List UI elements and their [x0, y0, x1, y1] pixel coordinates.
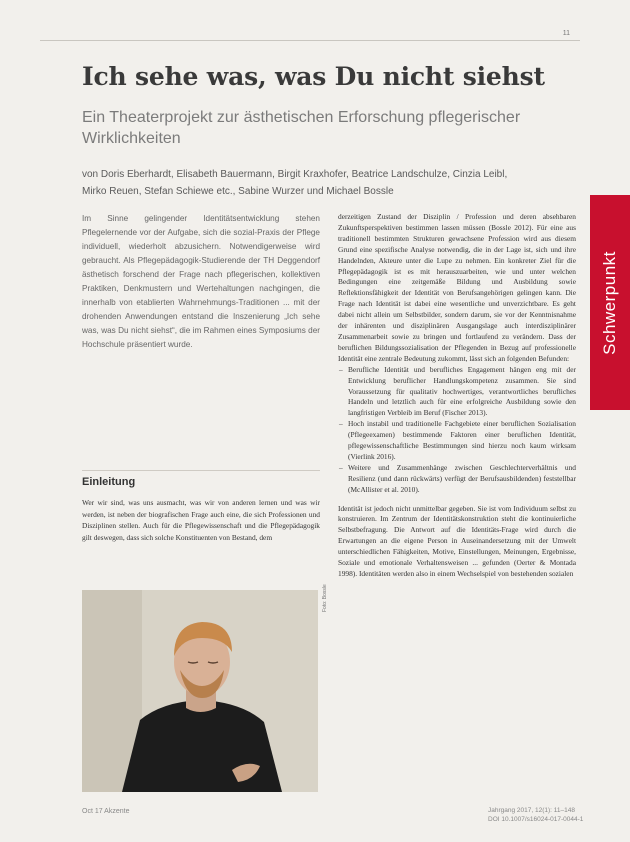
- page-number: 11: [562, 30, 570, 37]
- doi-line: DOI 10.1007/s16024-017-0044-1: [488, 816, 584, 823]
- person-photo-illustration: [82, 590, 318, 792]
- body-paragraph: Identität ist jedoch nicht unmittelbar gegeben. Sie ist vom Individuum selbst zu konstruieren. Im Zentrum der Identitätskonstruktion steht die kontinuierliche Selbstbefragung. Die Antwort auf die Identitäts-Frage wird durch die Erwartungen an die eigene Person in Auseinandersetzung mit der Umwelt unterschiedlichen Fähigkeiten, Motive, Einstellungen, Meinungen, Ergebnisse, Soziale und emotionale Verhaltensweisen ... gefunden (Oerter & Montada 1998). Identitäten werden also in einem Wechselspiel von bestehenden sozialen: [338, 503, 576, 578]
- section-tab: [590, 195, 630, 410]
- citation-line: Jahrgang 2017, 12(1): 11–148: [488, 807, 575, 814]
- findings-list: [338, 365, 576, 496]
- intro-abstract: Im Sinne gelingender Identitätsentwicklung stehen Pflegelernende vor der Aufgabe, sich die sozial-Praxis der Pflege individuell, wiederholt abzusichern. Notwendigerweise wird gebraucht. Als Pflegepädagogik-Studierende der TH Deggendorf ästhetisch forschend der Frage nach pflegerischen, kollektiven Praktiken, Denkmustern und Wertehaltungen nachgingen, die innerhalb von etablierten Wahrnehmungs-Traditionen ... mit der drohenden Anwendungen entstand die Inszenierung „Ich sehe was, was Du nicht siehst“, die im Rahmen eines Symposiums der Hochschule präsentiert wurde.: [82, 214, 320, 349]
- article-photo: [82, 590, 318, 792]
- body-text-right: [338, 212, 576, 580]
- list-item: – Weitere und Zusammenhänge zwischen Geschlechterverhältnis und Resilienz (und dann rückwärts) verfügt der Berufsausbildenden) feststellbar (McAllister et al. 2010).: [348, 463, 576, 496]
- author-list: von Doris Eberhardt, Elisabeth Bauermann, Birgit Kraxhofer, Beatrice Landschulze, Cinzia Leibl, Mirko Reuen, Stefan Schiewe etc., Sabine Wurzer und Michael Bossle: [82, 169, 508, 197]
- article-title: Ich sehe was, was Du nicht siehst: [82, 62, 545, 91]
- citation-footer: [488, 806, 588, 824]
- top-rule: [40, 40, 580, 41]
- section-heading: Einleitung: [82, 476, 136, 488]
- list-item: – Berufliche Identität und berufliches Engagement hängen eng mit der Entwicklung beruflicher Handlungskompetenz zusammen. Sie sind Voraussetzung für qualitativ hochwertiges, verantwortliches berufliches Handeln und letztlich auch für eine erfolgreiche Ausbildung sowie den langfristigen Verbleib im Beruf (Fischer 2013).: [348, 365, 576, 420]
- body-text-left: Wer wir sind, was uns ausmacht, was wir von anderen lernen und was wir werden, ist neben der biografischen Frage auch eine, die sich Professionen und Disziplinen stellen. Auch für die Pflegewissenschaft und die Pflegepädagogik gilt deswegen, dass sich solche Konstituenten von Bestand, dem: [82, 498, 320, 542]
- journal-footer: Oct 17 Akzente: [82, 808, 130, 815]
- article-subtitle: Ein Theaterprojekt zur ästhetischen Erforschung pflegerischer Wirklichkeiten: [82, 109, 521, 147]
- photo-credit: Foto: Bossle: [322, 584, 328, 612]
- list-item: – Hoch instabil und traditionelle Fachgebiete einer beruflichen Sozialisation (Pflegeexamen) bestimmende Faktoren einer beruflichen Identität, pflegewissenschaftliche Bestimmungen sind hierzu noch kaum wirksam (Vierlink 2016).: [348, 419, 576, 463]
- section-divider: [82, 470, 320, 471]
- body-paragraph: derzeitigen Zustand der Disziplin / Profession und deren absehbaren Zukunftsperspektiven bestimmen lassen müssen (Bossle 2012). Für eine aus traditionell bestimmten Strukturen gewachsene Profession wird aus diesem Grund eine spezifische Analyse notwendig, die in der Lage ist, sich und ihre Handelnden, Akteure unter die Lupe zu nehmen. Ein konkreter Ziel für die Pflegepädagogik ist es mit herauszuarbeiten, wie und unter welchen Bedingungen eine zeitgemäße Bildung und Ausbildung sowie Reflektionsfähigkeit der Identität von Berufsangehörigen gelingen kann. Die Frage nach Identität ist dabei eine wesentliche und unverzichtbare. Es geht dabei nicht allein um Selbstbilder, sondern darum, sie vor der Kenntnisnahme der inhärenten und disziplinären Ausgangslage auch interdisziplinärer Zusammenarbeit sowie zu bringen und fortlaufend zu verändern. Dass der beruflichen Bildungssozialisation der Pflegenden in Bezug auf professionelle Identität eine zentrale Bedeutung zukommt, lässt sich an folgenden Befunden:: [338, 212, 576, 363]
- section-tab-label: Schwerpunkt: [600, 250, 619, 355]
